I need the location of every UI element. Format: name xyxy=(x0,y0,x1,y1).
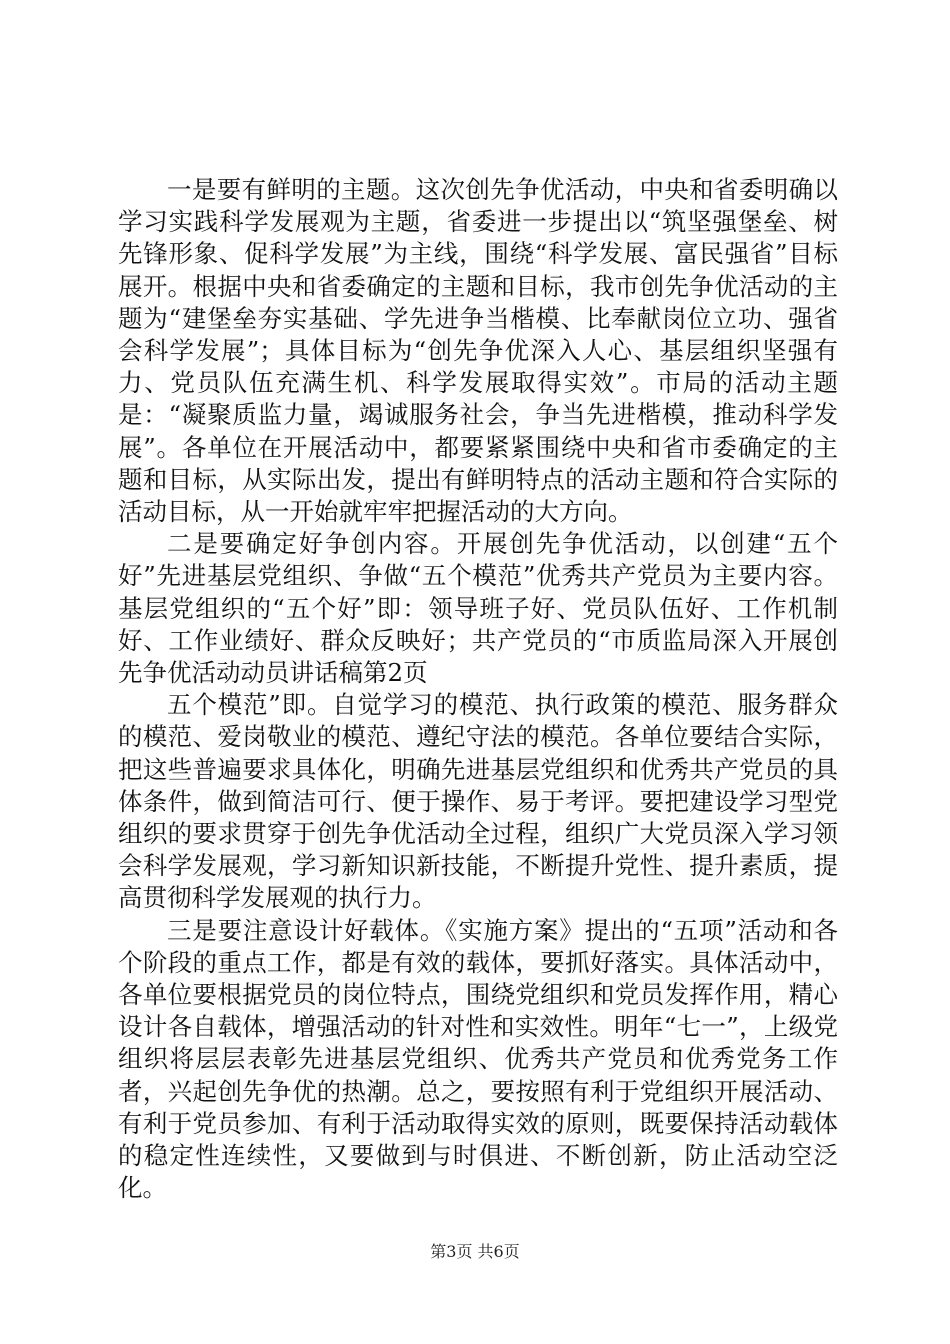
paragraph-models: 五个模范”即。自觉学习的模范、执行政策的模范、服务群众的模范、爱岗敬业的模范、遵纪守法的模范。各单位要结合实际，把这些普遍要求具体化，明确先进基层党组织和优秀共产党员的具体条件，做到简洁可行、便于操作、易于考评。要把建设学习型党组织的要求贯穿于创先争优活动全过程，组织广大党员深入学习领会科学发展观，学习新知识新技能，不断提升党性、提升素质，提高贯彻科学发展观的执行力。 xyxy=(118,690,838,913)
paragraph-carrier: 三是要注意设计好载体。《实施方案》提出的“五项”活动和各个阶段的重点工作，都是有效的载体，要抓好落实。具体活动中，各单位要根据党员的岗位特点，围绕党组织和党员发挥作用，精心设计各自载体，增强活动的针对性和实效性。明年“七一”，上级党组织将层层表彰先进基层党组织、优秀共产党员和优秀党务工作者，兴起创先争优的热潮。总之，要按照有利于党组织开展活动、有利于党员参加、有利于活动取得实效的原则，既要保持活动载体的稳定性连续性，又要做到与时俱进、不断创新，防止活动空泛化。 xyxy=(118,915,838,1203)
paragraph-theme: 一是要有鲜明的主题。这次创先争优活动，中央和省委明确以学习实践科学发展观为主题，省委进一步提出以“筑坚强堡垒、树先锋形象、促科学发展”为主线，围绕“科学发展、富民强省”目标展开。根据中央和省委确定的主题和目标，我市创先争优活动的主题为“建堡垒夯实基础、学先进争当楷模、比奉献岗位立功、强省会科学发展”；具体目标为“创先争优深入人心、基层组织坚强有力、党员队伍充满生机、科学发展取得实效”。市局的活动主题是：“凝聚质监力量，竭诚服务社会，争当先进楷模，推动科学发展”。各单位在开展活动中，都要紧紧围绕中央和省市委确定的主题和目标，从实际出发，提出有鲜明特点的活动主题和符合实际的活动目标，从一开始就牢牢把握活动的大方向。 xyxy=(118,175,838,527)
paragraph-content: 二是要确定好争创内容。开展创先争优活动，以创建“五个好”先进基层党组织、争做“五个模范”优秀共产党员为主要内容。基层党组织的“五个好”即：领导班子好、党员队伍好、工作机制好、工作业绩好、群众反映好；共产党员的“市质监局深入开展创先争优活动动员讲话稿第2页 xyxy=(118,529,838,688)
document-body xyxy=(118,174,838,1205)
page-number-footer: 第3页 共6页 xyxy=(430,1242,520,1261)
